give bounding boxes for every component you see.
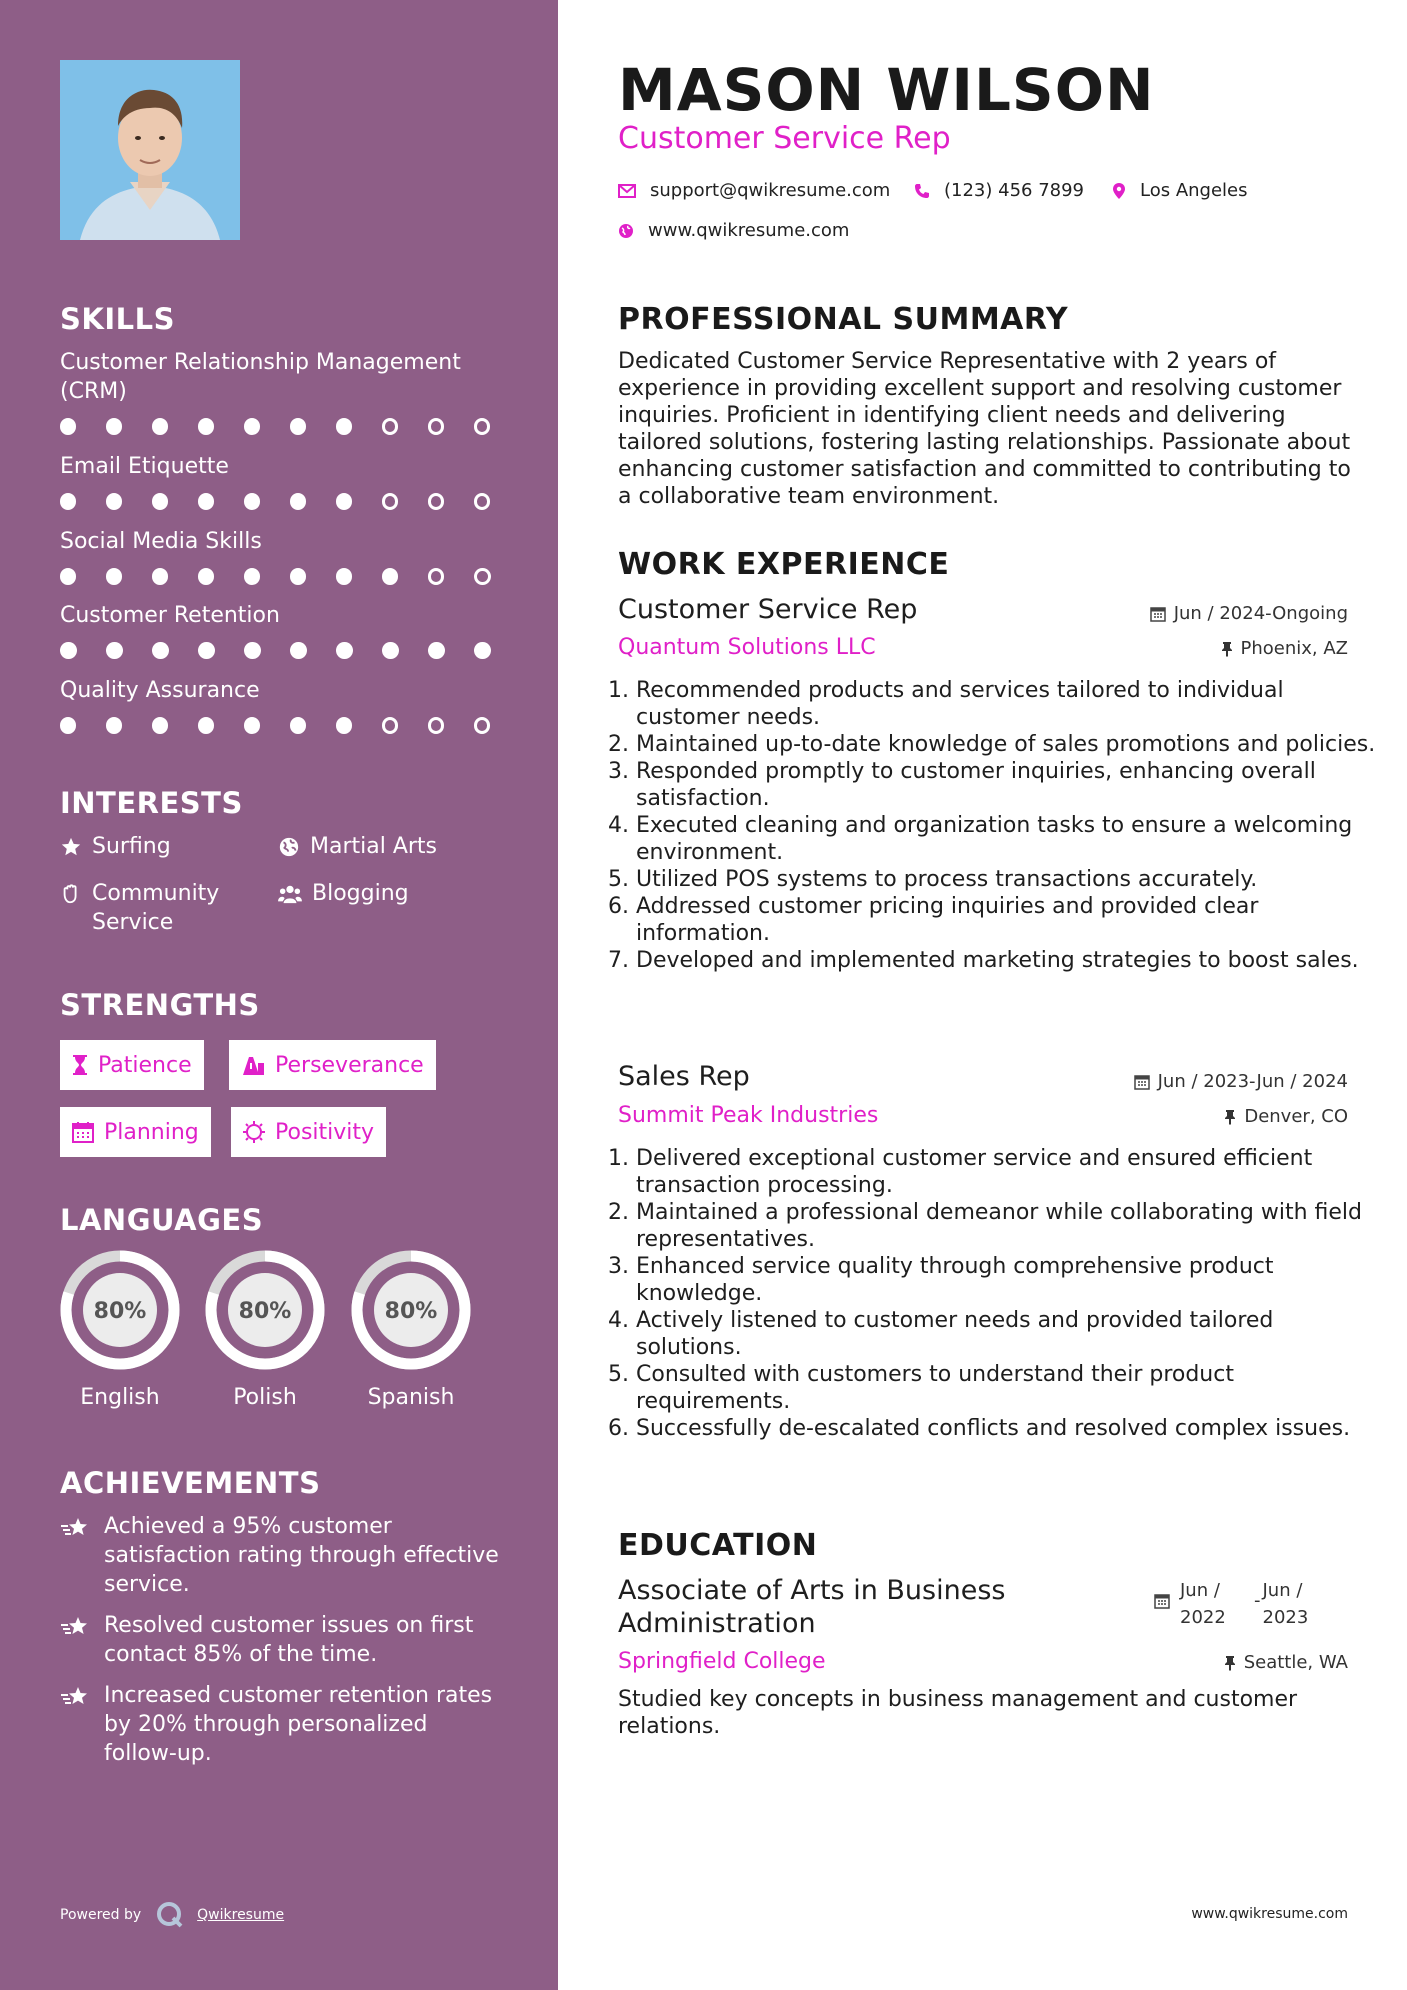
rating-dot-filled (290, 568, 306, 585)
job-location (998, 638, 1348, 659)
language-name: Spanish (367, 1385, 455, 1410)
school-name: Springfield College (618, 1649, 826, 1674)
email-text[interactable]: support@qwikresume.com (650, 180, 891, 201)
achievement-text: Achieved a 95% customer satisfaction rating through effective service. (104, 1514, 499, 1597)
rating-dot-filled (336, 642, 353, 659)
rating-dot-filled (60, 418, 76, 435)
skill-rating (60, 717, 520, 734)
interest-label: Martial Arts (310, 834, 438, 859)
rating-dot-filled (198, 642, 215, 659)
languages-heading: LANGUAGES (60, 1203, 264, 1237)
rating-dot-filled (106, 642, 123, 659)
rating-dot-filled (244, 568, 260, 585)
pushpin-icon (1224, 1655, 1236, 1671)
users-icon (278, 883, 302, 905)
job-bullet: 3. Responded promptly to customer inquiries, enhancing overall satisfaction. (636, 758, 1376, 812)
job-bullets (618, 677, 1376, 974)
rating-dot-empty (428, 568, 445, 585)
calendar-icon (1134, 1074, 1150, 1090)
rating-dot-filled (244, 418, 260, 435)
rating-dot-filled (382, 642, 399, 659)
rating-dot-filled (152, 418, 168, 435)
job-dates (998, 603, 1348, 624)
achievement-item (60, 1611, 500, 1669)
language-name: Polish (233, 1385, 297, 1410)
summary-text: Dedicated Customer Service Representative with 2 years of experience in providing excellent support and resolving customer inquiries. Proficient in identifying client needs and delivering tailored solutions, fostering lasting relationships. Passionate about enhancing customer satisfaction and committed to contributing to a collaborative team environment. (618, 349, 1351, 509)
job-bullets (618, 1145, 1376, 1442)
rating-dot-filled (244, 642, 261, 659)
rating-dot-filled (290, 418, 306, 435)
footer-url[interactable]: www.qwikresume.com (1191, 1906, 1348, 1922)
skills-heading: SKILLS (60, 302, 175, 336)
shooting-star-icon (60, 1516, 92, 1540)
education-text: Studied key concepts in business management and customer relations. (618, 1687, 1298, 1739)
job-dates-text: Jun / 2023-Jun / 2024 (1157, 1071, 1348, 1092)
skill-rating (60, 493, 520, 510)
shooting-star-icon (60, 1685, 92, 1709)
skill-item (60, 452, 520, 510)
language-percent: 80% (93, 1299, 147, 1324)
job-bullet: 3. Enhanced service quality through comprehensive product knowledge. (636, 1253, 1376, 1307)
job-bullet: 6. Addressed customer pricing inquiries and provided clear information. (636, 893, 1376, 947)
strengths-heading: STRENGTHS (60, 988, 260, 1022)
job-bullet: 5. Utilized POS systems to process transactions accurately. (636, 866, 1376, 893)
rating-dot-empty (474, 418, 491, 435)
phone-icon (914, 183, 930, 199)
education-heading: EDUCATION (618, 1528, 818, 1563)
interest-item (278, 879, 518, 908)
main-content (558, 0, 1407, 1990)
rating-dot-filled (198, 717, 214, 734)
degree-title: Associate of Arts in Business Administration (618, 1575, 1006, 1639)
rating-dot-empty (382, 493, 399, 510)
strength-label: Planning (104, 1119, 199, 1145)
rating-dot-empty (428, 717, 445, 734)
rating-dot-filled (60, 568, 76, 585)
hand-icon (60, 883, 82, 905)
qwikresume-link[interactable]: Qwikresume (197, 1907, 285, 1923)
skill-rating (60, 642, 520, 659)
skill-label: Customer Relationship Management (CRM) (60, 350, 461, 404)
rating-dot-filled (152, 493, 168, 510)
job-bullet: 4. Executed cleaning and organization tasks to ensure a welcoming environment. (636, 812, 1376, 866)
rating-dot-empty (382, 418, 399, 435)
interests-heading: INTERESTS (60, 786, 243, 820)
achievement-item (60, 1512, 500, 1599)
skill-label: Customer Retention (60, 603, 280, 628)
globe-icon (278, 836, 300, 858)
education-dates (1154, 1577, 1354, 1631)
strength-label: Patience (98, 1052, 192, 1078)
language-item (58, 1249, 182, 1410)
qwikresume-logo-icon (155, 1900, 185, 1930)
job-dates (958, 1071, 1348, 1092)
job-bullet: 2. Maintained up-to-date knowledge of sales promotions and policies. (636, 731, 1376, 758)
job-location-text: Phoenix, AZ (1240, 638, 1348, 659)
education-start: Jun / 2022 (1180, 1580, 1226, 1628)
job-bullet: 7. Developed and implemented marketing strategies to boost sales. (636, 947, 1376, 974)
rating-dot-filled (244, 717, 260, 734)
skill-item (60, 676, 520, 734)
education-location (998, 1652, 1348, 1673)
language-percent: 80% (238, 1299, 292, 1324)
skill-item (60, 527, 520, 585)
achievement-text: Resolved customer issues on first contact 85% of the time. (104, 1613, 474, 1667)
contact-website (618, 220, 849, 241)
globe-icon (618, 223, 634, 239)
rating-dot-filled (290, 493, 306, 510)
calendar-icon (72, 1121, 94, 1143)
website-text[interactable]: www.qwikresume.com (648, 220, 850, 241)
skill-rating (60, 418, 520, 435)
experience-heading: WORK EXPERIENCE (618, 547, 950, 582)
rating-dot-filled (336, 717, 352, 734)
language-ring (204, 1249, 326, 1371)
job-bullet: 1. Delivered exceptional customer service and ensured efficient transaction processing. (636, 1145, 1376, 1199)
education-date-separator: - (1254, 1590, 1261, 1611)
rating-dot-empty (428, 493, 445, 510)
interest-item (278, 832, 518, 861)
job-location (998, 1106, 1348, 1127)
rating-dot-filled (106, 493, 122, 510)
skill-label: Quality Assurance (60, 678, 260, 703)
powered-by (60, 1900, 284, 1930)
rating-dot-filled (244, 493, 260, 510)
rating-dot-filled (290, 642, 307, 659)
strength-chip (229, 1040, 436, 1090)
education-end: Jun / 2023 (1262, 1580, 1309, 1628)
contact-email (618, 180, 890, 201)
language-ring (59, 1249, 181, 1371)
strength-chip (60, 1040, 204, 1090)
rating-dot-filled (290, 717, 306, 734)
interest-item (60, 879, 260, 937)
rating-dot-empty (474, 493, 491, 510)
hourglass-icon (72, 1054, 88, 1076)
shooting-star-icon (60, 1615, 92, 1639)
job-title: Sales Rep (618, 1061, 750, 1092)
rating-dot-empty (474, 717, 491, 734)
skill-rating (60, 568, 520, 585)
rating-dot-filled (152, 642, 169, 659)
education-location-text: Seattle, WA (1243, 1652, 1348, 1673)
job-bullet: 4. Actively listened to customer needs and provided tailored solutions. (636, 1307, 1376, 1361)
achievement-item (60, 1681, 500, 1768)
strength-label: Positivity (275, 1119, 375, 1145)
rating-dot-filled (336, 493, 352, 510)
language-name: English (80, 1385, 160, 1410)
job-bullet: 2. Maintained a professional demeanor while collaborating with field representatives. (636, 1199, 1376, 1253)
achievements-heading: ACHIEVEMENTS (60, 1466, 321, 1500)
calendar-icon (1150, 606, 1166, 622)
rating-dot-empty (474, 568, 491, 585)
interest-label: Surfing (92, 834, 171, 859)
climber-icon (241, 1055, 265, 1075)
job-title: Customer Service Rep (618, 594, 918, 625)
strength-label: Perseverance (275, 1052, 424, 1078)
language-item (349, 1249, 473, 1410)
rating-dot-filled (152, 568, 168, 585)
rating-dot-filled (60, 642, 77, 659)
strength-chip (60, 1107, 211, 1157)
rating-dot-filled (474, 642, 491, 659)
contact-phone (914, 180, 1084, 201)
candidate-name: MASON WILSON (618, 56, 1155, 124)
achievement-text: Increased customer retention rates by 20% through personalized follow-up. (104, 1683, 493, 1766)
rating-dot-filled (336, 568, 352, 585)
rating-dot-filled (106, 418, 122, 435)
skill-label: Email Etiquette (60, 454, 229, 479)
pushpin-icon (1221, 641, 1233, 657)
map-pin-icon (1112, 182, 1126, 200)
strength-chip (231, 1107, 386, 1157)
job-dates-text: Jun / 2024-Ongoing (1173, 603, 1348, 624)
company-name: Quantum Solutions LLC (618, 635, 876, 660)
star-icon (60, 836, 82, 858)
job-location-text: Denver, CO (1244, 1106, 1348, 1127)
rating-dot-filled (336, 418, 352, 435)
candidate-title: Customer Service Rep (618, 121, 951, 156)
language-ring (350, 1249, 472, 1371)
rating-dot-filled (382, 568, 398, 585)
interest-label: Community Service (92, 881, 220, 935)
rating-dot-filled (60, 493, 76, 510)
calendar-icon (1154, 1593, 1170, 1609)
skill-label: Social Media Skills (60, 529, 262, 554)
interest-item (60, 832, 270, 861)
company-name: Summit Peak Industries (618, 1103, 879, 1128)
pushpin-icon (1224, 1109, 1236, 1125)
skill-item (60, 601, 520, 659)
sidebar (0, 0, 558, 1990)
job-bullet: 5. Consulted with customers to understand their product requirements. (636, 1361, 1376, 1415)
rating-dot-empty (382, 717, 399, 734)
sun-icon (243, 1121, 265, 1143)
envelope-icon (618, 184, 636, 198)
language-item (203, 1249, 327, 1410)
powered-by-label: Powered by (60, 1907, 142, 1923)
rating-dot-filled (106, 717, 122, 734)
contact-location (1112, 180, 1248, 201)
rating-dot-filled (198, 568, 214, 585)
summary-heading: PROFESSIONAL SUMMARY (618, 302, 1069, 337)
rating-dot-filled (106, 568, 122, 585)
skill-item (60, 348, 520, 435)
rating-dot-empty (428, 418, 445, 435)
rating-dot-filled (198, 418, 214, 435)
interest-label: Blogging (312, 881, 409, 906)
location-text: Los Angeles (1140, 180, 1248, 201)
rating-dot-filled (428, 642, 445, 659)
job-bullet: 1. Recommended products and services tailored to individual customer needs. (636, 677, 1376, 731)
language-percent: 80% (384, 1299, 438, 1324)
phone-text[interactable]: (123) 456 7899 (944, 180, 1085, 201)
profile-photo (60, 60, 240, 240)
rating-dot-filled (198, 493, 214, 510)
rating-dot-filled (60, 717, 76, 734)
rating-dot-filled (152, 717, 168, 734)
job-bullet: 6. Successfully de-escalated conflicts and resolved complex issues. (636, 1415, 1376, 1442)
